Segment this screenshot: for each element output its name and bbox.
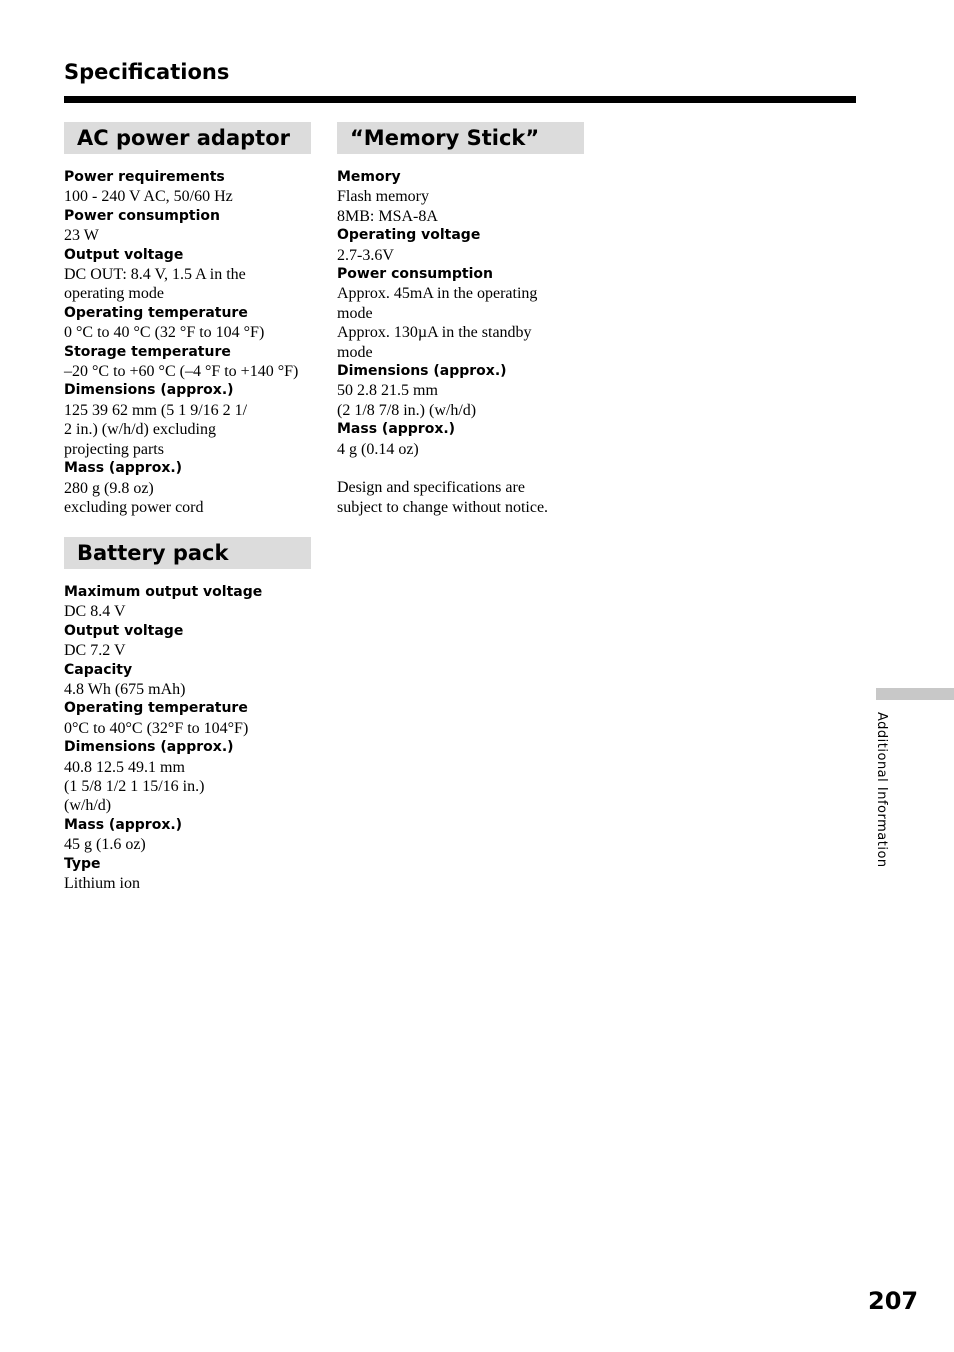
spec-value: operating mode <box>64 285 164 303</box>
spec-value: excluding power cord <box>64 498 204 516</box>
spec-value: mode <box>337 304 373 322</box>
title-rule <box>64 96 856 103</box>
spec-value: 125 39 62 mm (5 1 9/16 2 1/ <box>64 401 248 419</box>
spec-value: 2.7-3.6V <box>337 246 394 264</box>
spec-label: Dimensions (approx.) <box>337 363 507 380</box>
spec-label: Maximum output voltage <box>64 584 263 600</box>
spec-label: Mass (approx.) <box>337 421 456 438</box>
spec-value: 4.8 Wh (675 mAh) <box>64 681 186 699</box>
spec-value: (w/h/d) <box>64 797 112 815</box>
ac-adaptor-spec-list <box>64 168 311 517</box>
notice-text: subject to change without notice. <box>337 498 549 516</box>
battery-pack-spec-list <box>64 583 311 894</box>
spec-value: DC OUT: 8.4 V, 1.5 A in the <box>64 266 246 284</box>
spec-value: 0°C to 40°C (32°F to 104°F) <box>64 719 249 737</box>
spec-value: 8MB: MSA-8A <box>337 207 438 225</box>
spec-label: Dimensions (approx.) <box>64 739 234 756</box>
spec-label: Capacity <box>64 661 133 678</box>
notice-text: Design and specifications are <box>337 479 525 497</box>
spec-label: Storage temperature <box>64 343 231 360</box>
spec-value: mode <box>337 343 373 361</box>
section-header-battery-pack <box>64 537 311 569</box>
spec-label: Operating temperature <box>64 304 248 321</box>
spec-value: 280 g (9.8 oz) <box>64 479 154 497</box>
spec-label: Operating temperature <box>64 700 248 717</box>
chapter-side-label: Additional Information <box>874 712 889 868</box>
spec-value: Approx. 130µA in the standby <box>337 324 532 342</box>
section-title-ac-adaptor: AC power adaptor <box>77 126 290 150</box>
spec-label: Dimensions (approx.) <box>64 382 234 399</box>
spec-value: 50 2.8 21.5 mm <box>337 382 438 400</box>
spec-value: (2 1/8 7/8 in.) (w/h/d) <box>337 401 477 419</box>
section-title-battery-pack: Battery pack <box>77 541 229 565</box>
spec-value: 23 W <box>64 227 99 245</box>
section-header-ac-adaptor <box>64 122 311 154</box>
spec-label: Output voltage <box>64 246 184 263</box>
spec-value: 45 g (1.6 oz) <box>64 836 146 854</box>
spec-value: Flash memory <box>337 188 429 206</box>
spec-value: 100 - 240 V AC, 50/60 Hz <box>64 188 233 206</box>
spec-label: Operating voltage <box>337 227 481 244</box>
spec-label: Memory <box>337 169 401 185</box>
spec-value: 0 °C to 40 °C (32 °F to 104 °F) <box>64 324 265 342</box>
spec-label: Power consumption <box>64 207 220 224</box>
spec-value: 40.8 12.5 49.1 mm <box>64 758 185 776</box>
spec-label: Type <box>64 855 101 872</box>
spec-label: Mass (approx.) <box>64 460 183 477</box>
spec-value: Approx. 45mA in the operating <box>337 285 538 303</box>
spec-label: Power consumption <box>337 266 493 283</box>
memory-stick-spec-list <box>337 168 584 517</box>
spec-value: Lithium ion <box>64 875 140 893</box>
spacer <box>337 459 584 478</box>
spec-value: 4 g (0.14 oz) <box>337 440 419 458</box>
section-header-memory-stick <box>337 122 584 154</box>
spec-value: 2 in.) (w/h/d) excluding <box>64 421 216 439</box>
chapter-tab-marker <box>876 688 954 700</box>
spec-value: (1 5/8 1/2 1 15/16 in.) <box>64 778 205 796</box>
spec-value: projecting parts <box>64 440 164 458</box>
spec-value: DC 8.4 V <box>64 603 126 621</box>
page-title: Specifications <box>64 60 230 84</box>
section-title-memory-stick: “Memory Stick” <box>350 126 540 150</box>
spec-label: Output voltage <box>64 622 184 639</box>
spec-label: Mass (approx.) <box>64 816 183 833</box>
spec-value: –20 °C to +60 °C (–4 °F to +140 °F) <box>64 363 299 381</box>
spec-value: DC 7.2 V <box>64 642 126 660</box>
page-number: 207 <box>868 1287 919 1315</box>
spec-label: Power requirements <box>64 169 225 185</box>
